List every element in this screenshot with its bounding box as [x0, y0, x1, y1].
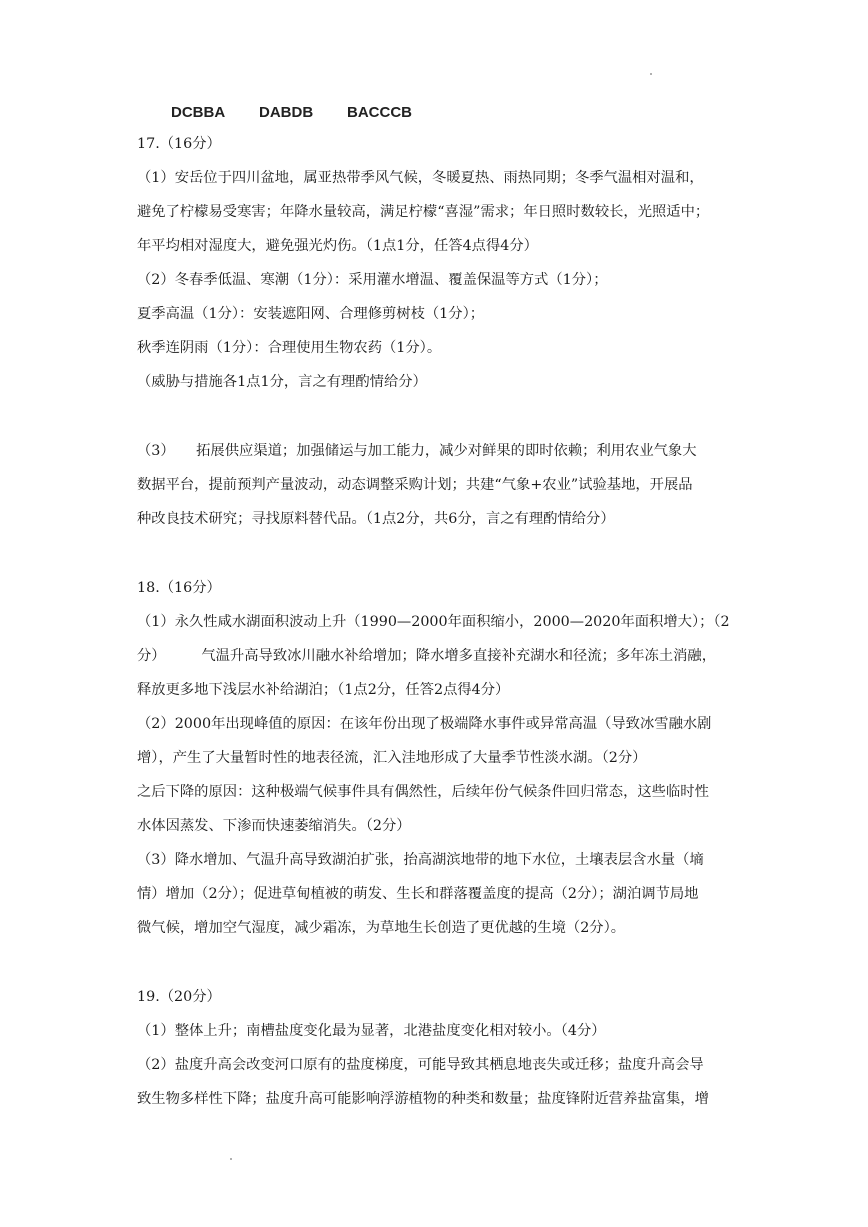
q18-p2-line2: 增），产生了大量暂时性的地表径流，汇入洼地形成了大量季节性淡水湖。（2分）	[137, 750, 647, 766]
q18-p3-line3: 微气候，增加空气湿度，减少霜冻，为草地生长创造了更优越的生境（2分）。	[137, 920, 626, 936]
q19-p2-line1: （2）盐度升高会改变河口原有的盐度梯度，可能导致其栖息地丧失或迁移；盐度升高会导	[137, 1057, 704, 1073]
q18-p3-line2: 情）增加（2分）；促进草甸植被的萌发、生长和群落覆盖度的提高（2分）；湖泊调节局地	[137, 886, 699, 902]
q18-p2-line1: （2）2000年出现峰值的原因：在该年份出现了极端降水事件或异常高温（导致冰雪融水剧	[137, 716, 712, 732]
q17-p3-line2: 数据平台，提前预判产量波动，动态调整采购计划；共建“气象+农业”试验基地，开展品	[137, 477, 693, 493]
mc-answers-3: BACCCB	[347, 104, 412, 121]
q17-p3-line3: 种改良技术研究；寻找原料替代品。（1点2分，共6分，言之有理酌情给分）	[137, 511, 615, 527]
q17-p2-line1: （2）冬春季低温、寒潮（1分）：采用灌水增温、覆盖保温等方式（1分）；	[137, 272, 608, 288]
q18-p1-line3: 释放更多地下浅层水补给湖泊；（1点2分，任答2点得4分）	[137, 682, 510, 698]
q17-p1-line1: （1）安岳位于四川盆地，属亚热带季风气候，冬暖夏热、雨热同期；冬季气温相对温和，	[137, 170, 704, 186]
q17-p2-line2: 夏季高温（1分）：安装遮阳网、合理修剪树枝（1分）；	[137, 306, 485, 322]
mc-answers-1: DCBBA	[171, 104, 226, 121]
q19-p1-line1: （1）整体上升；南槽盐度变化最为显著，北港盐度变化相对较小。（4分）	[137, 1023, 606, 1039]
q18-p1-line2: 分） 气温升高导致冰川融水补给增加；降水增多直接补充湖水和径流；多年冻土消融，	[137, 648, 717, 664]
q18-header: 18.（16分）	[137, 580, 221, 596]
q18-p2-line3: 之后下降的原因：这种极端气候事件具有偶然性，后续年份气候条件回归常态，这些临时性	[137, 784, 709, 800]
scan-speck	[230, 1158, 232, 1160]
q17-header: 17.（16分）	[137, 136, 221, 152]
mc-answers-2: DABDB	[259, 104, 314, 121]
q17-p2-line3: 秋季连阴雨（1分）：合理使用生物农药（1分）。	[137, 340, 442, 356]
q17-p3-line1: （3） 拓展供应渠道；加强储运与加工能力，减少对鲜果的即时依赖；利用农业气象大	[137, 443, 697, 459]
scan-speck	[650, 73, 652, 75]
q18-p3-line1: （3）降水增加、气温升高导致湖泊扩张，抬高湖滨地带的地下水位，土壤表层含水量（墒	[137, 852, 704, 868]
q19-header: 19.（20分）	[137, 989, 221, 1005]
q18-p1-line1: （1）永久性咸水湖面积波动上升（1990—2000年面积缩小，2000—2020年面积增大）；（2	[137, 614, 730, 630]
q17-p1-line3: 年平均相对湿度大，避免强光灼伤。（1点1分，任答4点得4分）	[137, 238, 538, 254]
q17-p2-line4: （威胁与措施各1点1分，言之有理酌情给分）	[137, 374, 427, 390]
q18-p2-line4: 水体因蒸发、下渗而快速萎缩消失。（2分）	[137, 818, 411, 834]
q19-p2-line2: 致生物多样性下降；盐度升高可能影响浮游植物的种类和数量；盐度锋附近营养盐富集，增	[137, 1091, 709, 1107]
q17-p1-line2: 避免了柠檬易受寒害；年降水量较高，满足柠檬“喜湿”需求；年日照时数较长，光照适中；	[137, 204, 710, 220]
